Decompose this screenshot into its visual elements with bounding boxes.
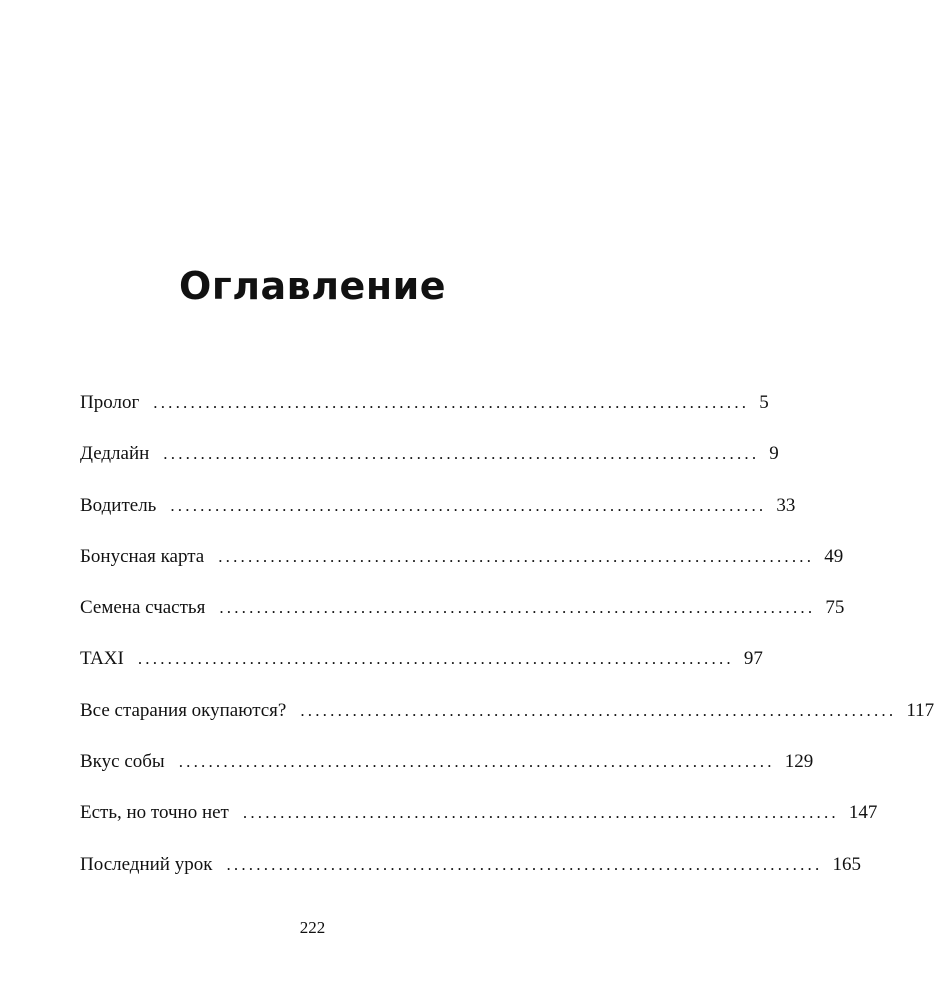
toc-entry-page-number: 5 — [759, 392, 769, 413]
toc-entry-title: Водитель — [80, 494, 157, 516]
toc-entry — [80, 696, 934, 747]
toc-entry — [80, 798, 878, 849]
toc-entry-title: TAXI — [80, 648, 124, 670]
toc-entry — [80, 542, 844, 593]
table-of-contents — [80, 388, 934, 901]
toc-entry-title: Все старания окупаются? — [80, 699, 287, 721]
toc-entry-page-number: 117 — [906, 699, 934, 721]
toc-entry — [80, 747, 814, 798]
toc-entry-title: Дедлайн — [80, 443, 150, 465]
toc-leader-dots: ................................................................................ — [218, 546, 815, 566]
page-title: Оглавление — [179, 264, 446, 308]
toc-leader-dots: ................................................................................ — [219, 598, 816, 618]
toc-entry-page-number: 9 — [769, 443, 779, 465]
toc-leader-dots: ................................................................................ — [137, 649, 734, 669]
toc-entry — [80, 388, 769, 439]
toc-leader-dots: ................................................................................ — [242, 803, 839, 823]
toc-entry-title: Пролог — [80, 392, 140, 413]
toc-leader-dots: ................................................................................ — [300, 700, 897, 720]
toc-entry — [80, 593, 845, 644]
toc-entry-page-number: 147 — [848, 802, 878, 824]
toc-leader-dots: ................................................................................ — [178, 752, 775, 772]
toc-entry-page-number: 75 — [825, 597, 845, 619]
toc-leader-dots: ................................................................................ — [153, 393, 750, 412]
toc-leader-dots: ................................................................................ — [163, 444, 760, 464]
toc-entry-page-number: 97 — [743, 648, 763, 670]
toc-leader-dots: ................................................................................ — [170, 495, 767, 515]
toc-entry — [80, 850, 861, 901]
toc-entry-title: Последний урок — [80, 853, 213, 875]
toc-entry — [80, 491, 796, 542]
toc-leader-dots: ................................................................................ — [226, 854, 823, 874]
toc-entry-page-number: 129 — [784, 751, 814, 773]
toc-entry-title: Семена счастья — [80, 597, 206, 619]
toc-entry-title: Бонусная карта — [80, 545, 205, 567]
toc-entry-title: Вкус собы — [80, 751, 165, 773]
page-number: 222 — [299, 918, 326, 937]
toc-entry-page-number: 33 — [776, 494, 796, 516]
toc-entry — [80, 644, 763, 695]
toc-entry — [80, 439, 779, 490]
toc-entry-title: Есть, но точно нет — [80, 802, 229, 824]
toc-entry-page-number: 165 — [832, 853, 861, 875]
toc-entry-page-number: 49 — [824, 545, 844, 567]
